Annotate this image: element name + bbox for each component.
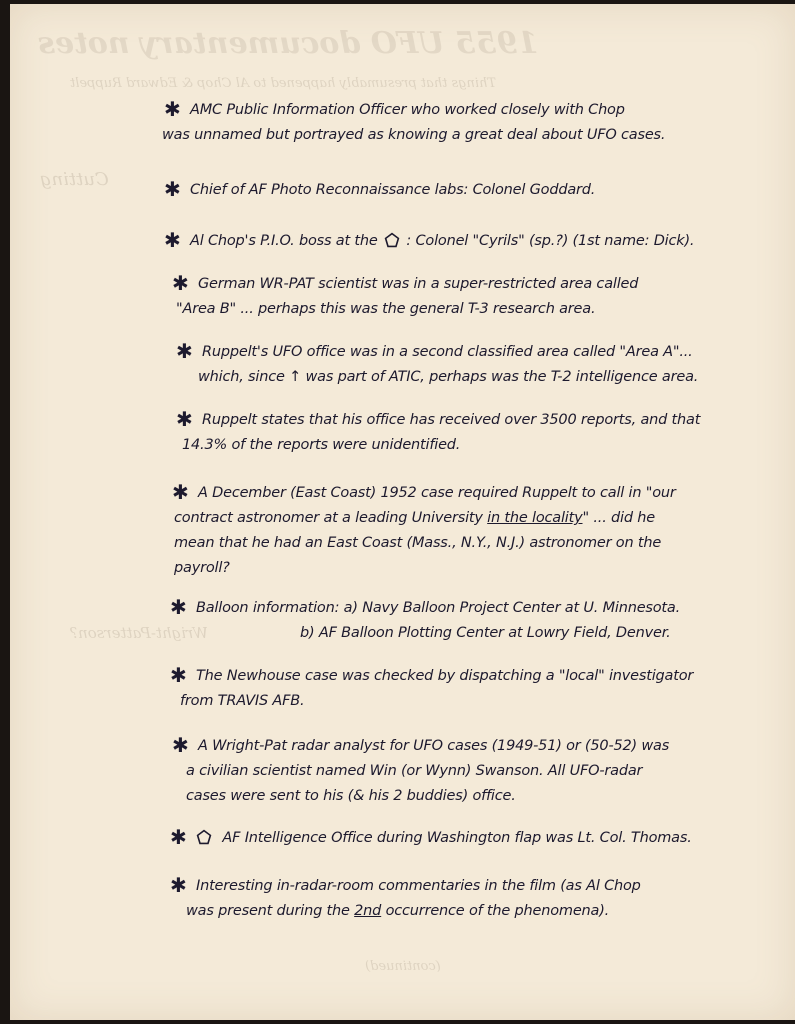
asterisk-bullet-icon: ✱ bbox=[170, 595, 187, 619]
note-item bbox=[176, 407, 701, 458]
note-line: A December (East Coast) 1952 case required Ruppelt to call in "our bbox=[198, 485, 676, 501]
bleed-through-subheading: Things that presumably happened to Al Chop & Edward Ruppelt bbox=[70, 76, 497, 91]
asterisk-bullet-icon: ✱ bbox=[172, 480, 189, 504]
bleed-through-footer: (continued) bbox=[365, 959, 441, 974]
asterisk-bullet-icon: ✱ bbox=[164, 177, 181, 201]
note-item bbox=[164, 177, 596, 203]
asterisk-bullet-icon: ✱ bbox=[164, 97, 181, 121]
note-line: a civilian scientist named Win (or Wynn) Swanson. All UFO-radar bbox=[186, 763, 643, 779]
note-text: contract astronomer at a leading University bbox=[174, 510, 488, 526]
note-line: 14.3% of the reports were unidentified. bbox=[182, 437, 461, 453]
note-line: A Wright-Pat radar analyst for UFO cases (1949-51) or (50-52) was bbox=[198, 738, 670, 754]
note-text: Al Chop's P.I.O. boss at the bbox=[190, 233, 378, 249]
pentagon-icon bbox=[384, 232, 400, 248]
note-line: Balloon information: a) Navy Balloon Project Center at U. Minnesota. bbox=[196, 600, 681, 616]
note-line: b) AF Balloon Plotting Center at Lowry Field, Denver. bbox=[300, 625, 671, 641]
note-line: Chief of AF Photo Reconnaissance labs: Colonel Goddard. bbox=[190, 182, 596, 198]
asterisk-bullet-icon: ✱ bbox=[176, 407, 193, 431]
pentagon-icon bbox=[196, 829, 212, 845]
note-item bbox=[170, 873, 641, 924]
asterisk-bullet-icon: ✱ bbox=[172, 271, 189, 295]
asterisk-bullet-icon: ✱ bbox=[170, 825, 187, 849]
note-text: : Colonel "Cyrils" (sp.?) (1st name: Dick). bbox=[406, 233, 695, 249]
underlined-text: in the locality bbox=[487, 510, 583, 526]
note-text: occurrence of the phenomena). bbox=[381, 903, 610, 919]
note-line bbox=[186, 899, 641, 924]
ordinal-text: 2nd bbox=[354, 903, 382, 919]
note-line: "Area B" ... perhaps this was the general T-3 research area. bbox=[176, 301, 596, 317]
notes-page bbox=[10, 4, 795, 1020]
note-item bbox=[170, 595, 681, 646]
bleed-through-side: Cutting bbox=[40, 169, 109, 190]
note-line: from TRAVIS AFB. bbox=[180, 693, 305, 709]
note-item bbox=[172, 271, 639, 322]
note-line: which, since ↑ was part of ATIC, perhaps was the T-2 intelligence area. bbox=[198, 369, 699, 385]
note-line: payroll? bbox=[174, 560, 230, 576]
asterisk-bullet-icon: ✱ bbox=[164, 228, 181, 252]
note-line: The Newhouse case was checked by dispatching a "local" investigator bbox=[196, 668, 694, 684]
note-line: Ruppelt's UFO office was in a second classified area called "Area A"... bbox=[202, 344, 693, 360]
note-item bbox=[170, 663, 694, 714]
asterisk-bullet-icon: ✱ bbox=[176, 339, 193, 363]
asterisk-bullet-icon: ✱ bbox=[170, 663, 187, 687]
note-line: cases were sent to his (& his 2 buddies) office. bbox=[186, 788, 516, 804]
bleed-through-mid: Wright-Patterson? bbox=[70, 624, 208, 642]
note-item bbox=[162, 97, 666, 148]
note-text: was present during the bbox=[186, 903, 355, 919]
bleed-through-heading: 1955 UFO documentary notes bbox=[38, 26, 539, 61]
note-line bbox=[174, 506, 676, 531]
note-line: was unnamed but portrayed as knowing a great deal about UFO cases. bbox=[162, 127, 666, 143]
note-line: Interesting in-radar-room commentaries in the film (as Al Chop bbox=[196, 878, 641, 894]
note-item bbox=[172, 480, 676, 581]
asterisk-bullet-icon: ✱ bbox=[172, 733, 189, 757]
note-line: mean that he had an East Coast (Mass., N.Y., N.J.) astronomer on the bbox=[174, 535, 662, 551]
note-line: Ruppelt states that his office has received over 3500 reports, and that bbox=[202, 412, 701, 428]
note-item bbox=[170, 825, 692, 851]
note-text: " ... did he bbox=[582, 510, 655, 526]
note-item bbox=[172, 733, 670, 809]
note-item bbox=[176, 339, 699, 390]
note-text: AF Intelligence Office during Washington flap was Lt. Col. Thomas. bbox=[222, 830, 692, 846]
asterisk-bullet-icon: ✱ bbox=[170, 873, 187, 897]
note-item bbox=[164, 228, 695, 254]
note-line: AMC Public Information Officer who worked closely with Chop bbox=[190, 102, 625, 118]
note-line: German WR-PAT scientist was in a super-restricted area called bbox=[198, 276, 639, 292]
